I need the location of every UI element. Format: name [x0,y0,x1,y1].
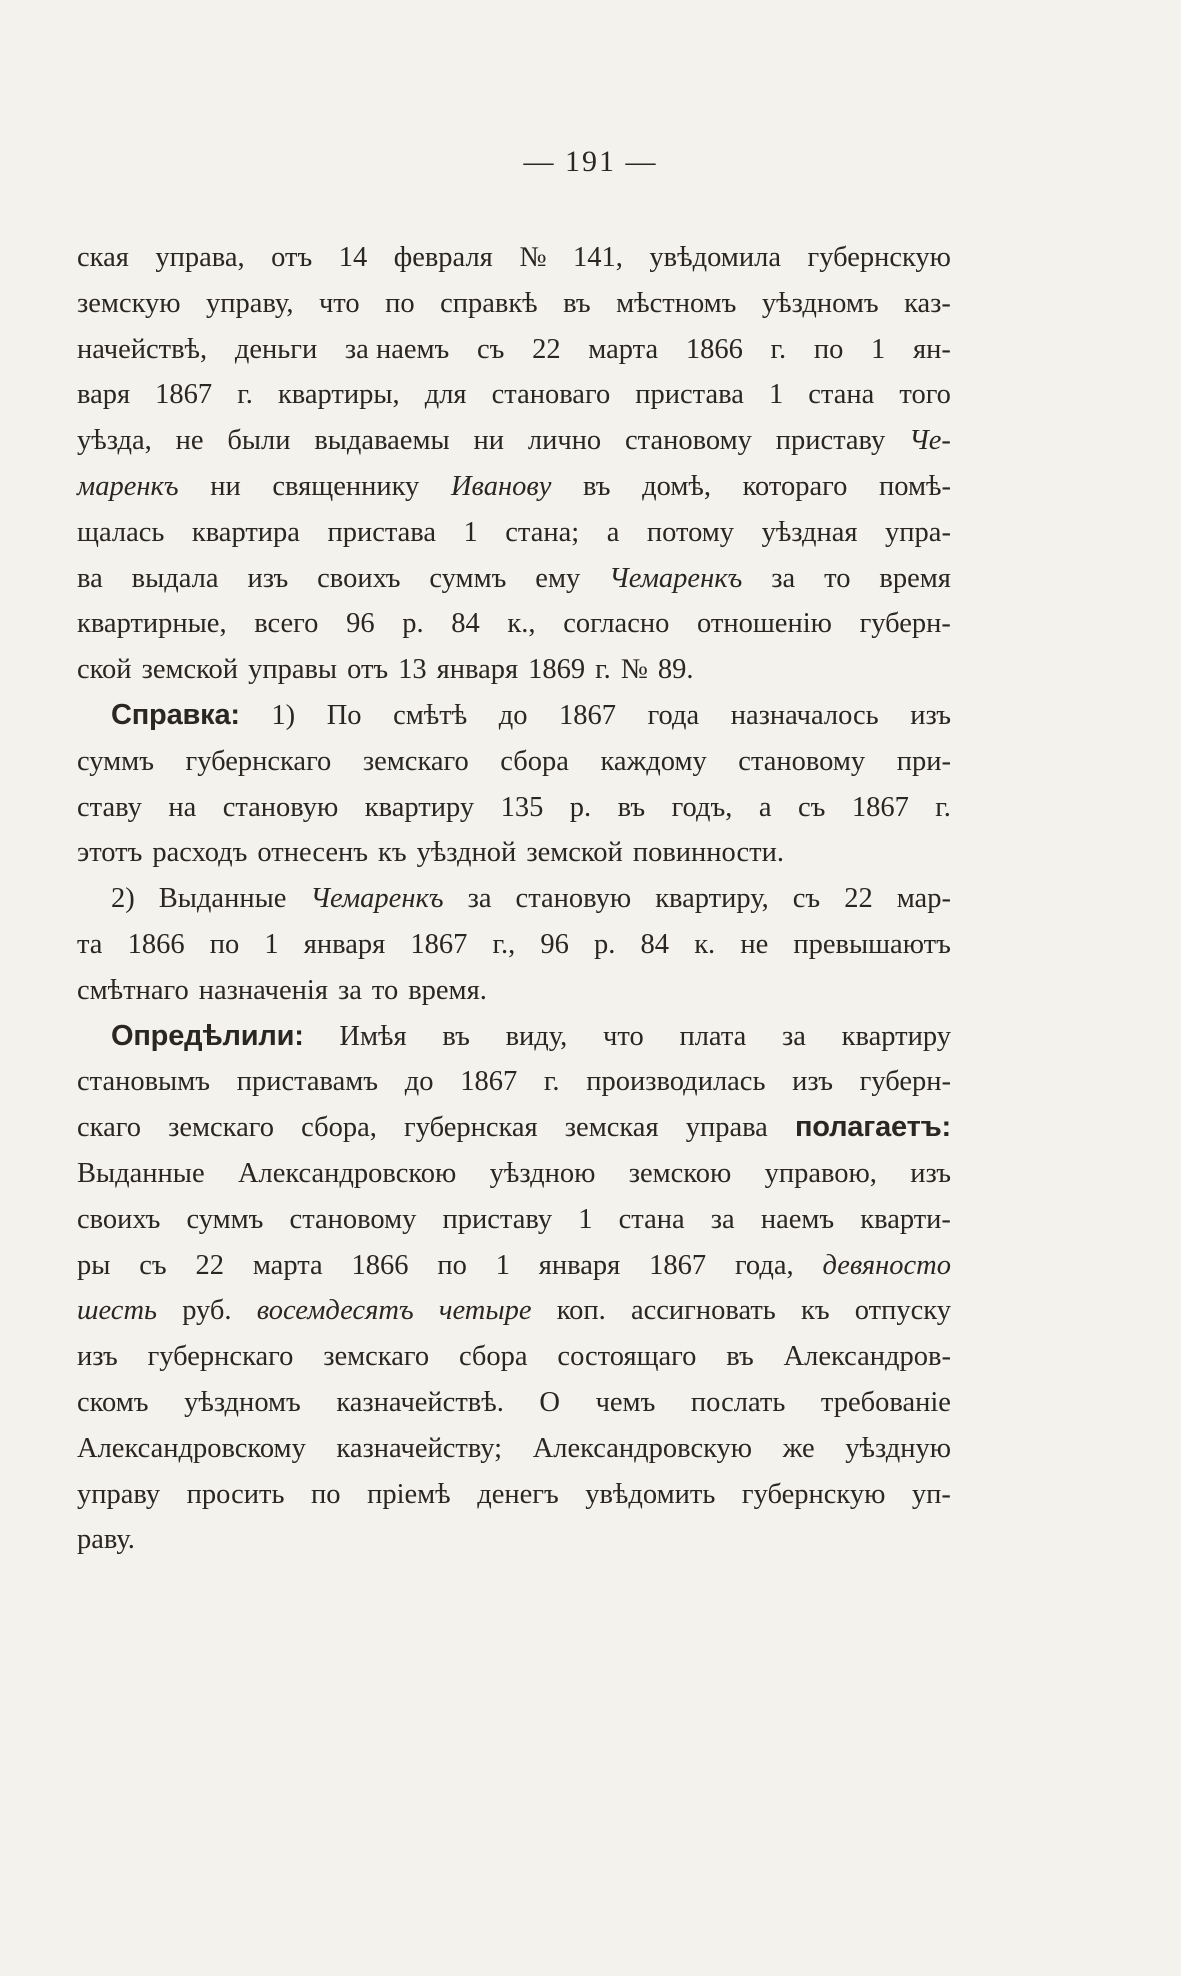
word: увѣдомить [585,1478,716,1510]
word: по [813,333,844,365]
word: р. [594,928,616,960]
word: стана [618,1203,685,1235]
text-line [77,1288,951,1334]
word: 1867 [410,928,468,960]
word: Чемаренкъ [609,562,743,594]
text-line [77,601,951,647]
word: становую [222,791,339,823]
word: котораго [742,470,848,502]
word: г. [543,1066,560,1098]
word: суммъ [77,745,154,777]
word: 1 [768,379,784,411]
word: казначейству; [336,1432,503,1464]
word: Александровскому [77,1432,306,1464]
word: ской [77,654,132,686]
word: № [620,654,648,686]
word: управою, [764,1157,877,1189]
text-line [77,510,951,556]
word: не [175,425,204,457]
word: девяносто [822,1249,951,1281]
word: стана; [505,516,580,548]
word: губерн- [859,1066,951,1098]
body-text [77,235,951,1563]
word: съ [139,1249,167,1281]
word: земской [526,837,623,869]
word: своихъ [77,1203,161,1235]
word: повинности. [632,837,784,869]
word: становымъ [77,1066,210,1098]
word: управа [685,1112,768,1144]
word: квартиры, [277,379,400,411]
word: 1867 [155,379,213,411]
word: уѣздной [416,837,517,869]
word: 96 [540,928,569,960]
word: выдаваемы [314,425,450,457]
word: то [371,974,399,1006]
word: назначенія [198,974,328,1006]
word: губернскаго [185,745,332,777]
word: четыре [438,1295,532,1327]
word: послать [690,1386,786,1418]
word: января [436,654,519,686]
word: чемъ [595,1386,656,1418]
word: начействѣ, [77,333,208,365]
word: расходъ [152,837,248,869]
word: 1 [871,333,886,365]
word: производилась [586,1066,766,1098]
word: губернскаго [147,1341,294,1373]
text-line [77,1014,951,1060]
text-line [77,876,951,922]
word: сбора, [301,1112,377,1144]
word: своихъ [317,562,401,594]
word: за [337,974,362,1006]
word: этотъ [77,837,143,869]
word: губернскую [807,242,951,273]
word: справкѣ [440,287,538,319]
word: по [385,287,415,319]
word: при- [896,745,951,777]
word: смѣтѣ [393,699,468,731]
word: приставамъ [236,1066,379,1098]
word: потому [646,516,735,548]
word: года [647,699,700,731]
word: ставу [77,791,142,823]
word: Выданные [77,1157,205,1189]
word: 1) [271,699,296,731]
word: время [879,562,951,594]
word: маренкъ [77,470,179,502]
word: 22 [195,1249,224,1281]
word: по [311,1478,341,1510]
heading-word: Опредѣлили: [111,1019,304,1052]
word: лично [527,425,602,457]
word: до [498,699,528,731]
text-line [77,1243,951,1289]
word: скаго [77,1112,141,1144]
word: отнесенъ [257,837,368,869]
word: Александров- [783,1341,951,1373]
word: въ [726,1341,754,1373]
word: не [740,928,769,960]
word: января [303,928,386,960]
word: земскаго [362,745,469,777]
word: к. [694,928,716,960]
word: 14 [338,242,368,273]
word: къ [377,837,407,869]
word: становому [289,1203,417,1235]
word: отношенію [697,608,832,640]
word: отпуску [854,1295,951,1327]
word: состоящаго [557,1341,697,1373]
word: Чемаренкъ [310,883,444,915]
word: до [404,1066,434,1098]
word: 1869 [528,654,586,686]
word: съ [797,791,826,823]
word: стана [808,379,875,411]
word: домѣ, [642,470,711,502]
word: 22 [532,333,561,365]
word: помѣ- [878,470,951,502]
word: 1 [578,1203,593,1235]
text-line [77,372,951,418]
text-line [77,693,951,739]
word: въ [442,1020,470,1052]
text-line [77,1197,951,1243]
word: изъ [910,1157,951,1189]
word: квартиру [364,791,475,823]
text-line [77,327,951,373]
word: отъ [347,654,389,686]
word: изъ [247,562,289,594]
word: февраля [393,242,493,273]
word: квартиру, [655,883,769,915]
text-line [77,1059,951,1105]
word: губернская [404,1112,538,1144]
word: кварти- [860,1203,951,1235]
word: квартира [191,516,300,548]
word: съ [476,333,505,365]
text-line [77,464,951,510]
word: Александровскую [532,1432,753,1464]
word: Че- [909,425,951,457]
text-line [77,1334,951,1380]
word: ни [210,470,241,502]
word: управу, [206,287,294,319]
word: каждому [600,745,707,777]
word: то [824,562,851,594]
text-line [77,968,951,1014]
word: губерн- [859,608,951,640]
word: а [606,516,620,548]
word: уѣзда, [77,425,152,457]
page-number: — 191 — [523,145,658,178]
word: восемдесятъ [256,1295,414,1327]
word: О [539,1386,560,1418]
word: р. [402,608,424,640]
word: уѣздная [761,516,858,548]
word: управа, [155,242,245,273]
word: земская [564,1112,659,1144]
word: 84 [451,608,480,640]
word: Выданные [158,883,287,915]
word: марта [588,333,659,365]
word: что [318,287,360,319]
word: г. [237,379,253,411]
text-line [77,830,951,876]
word: ни [473,425,504,457]
word: изъ [792,1066,833,1098]
word: согласно [563,608,670,640]
word: 1867 [649,1249,707,1281]
word: становаго [491,379,611,411]
word: деньги [234,333,318,365]
word: уѣздномъ [761,287,879,319]
word: а [758,791,772,823]
word: 22 [844,883,873,915]
word: увѣдомила [649,242,781,273]
word: мѣстномъ [616,287,737,319]
word: земскаго [168,1112,274,1144]
word: 1867 [460,1066,518,1098]
word: казначействѣ. [336,1386,504,1418]
word: уп- [911,1478,951,1510]
word: По [326,699,362,731]
word: г. [770,333,787,365]
word: мар- [896,883,951,915]
word: ва [77,562,103,594]
word: г. [935,791,951,823]
word: за [782,1020,806,1052]
word: приставу [442,1203,553,1235]
word: коп. [556,1295,606,1327]
word: виду, [505,1020,568,1052]
text-line [77,281,951,327]
word: земскую [77,287,181,319]
word: наемъ [760,1203,835,1235]
word: квартиру [841,1020,951,1052]
word: становому [738,745,866,777]
text-line [77,739,951,785]
word: 13 [398,654,427,686]
word: 84 [640,928,670,960]
word: варя [77,379,131,411]
word: земской [141,654,239,686]
word: 1 [495,1249,510,1281]
word: 1866 [685,333,743,365]
word: р. [569,791,592,823]
text-line [77,922,951,968]
word: ская [77,242,129,273]
word: по [209,928,240,960]
word: за [467,883,492,915]
word: приставу [775,425,886,457]
word: Александровскою [237,1157,457,1189]
word: сбора [500,745,569,777]
word: марта [252,1249,323,1281]
word: всего [254,608,319,640]
word: 1866 [127,928,185,960]
word: уѣздную [845,1432,951,1464]
word: скомъ [77,1386,149,1418]
word: сбора [458,1341,528,1373]
word: 1867 [851,791,909,823]
word: ры [77,1249,111,1281]
word: смѣтнаго [77,974,189,1006]
word: пристава [635,379,744,411]
word: г. [595,654,611,686]
word: становому [625,425,752,457]
word: управы [248,654,338,686]
word: въ [563,287,591,319]
word: за наемъ [344,333,450,365]
word: время. [408,974,487,1006]
word: губернскую [741,1478,886,1510]
word: съ [792,883,821,915]
text-line [77,1105,951,1151]
word: 141, [573,242,623,273]
text-line [77,1380,951,1426]
text-line [77,418,951,464]
word: № [519,242,547,273]
word: Иванову [450,470,552,502]
text-line [77,1426,951,1472]
text-line [77,556,951,602]
heading-word: Справка: [111,698,240,731]
word: ян- [913,333,951,365]
word: назначалось [730,699,879,731]
word: квартирные, [77,608,227,640]
word: денегъ [477,1478,559,1510]
word: годъ, [671,791,733,823]
word: уѣздномъ [184,1386,301,1418]
text-line [77,1151,951,1197]
word: же [782,1432,815,1464]
word: каз- [904,287,951,319]
word: та [77,928,103,960]
word: становую [515,883,632,915]
word: управу [77,1478,161,1510]
word: щалась [77,516,165,548]
word: пріемѣ [367,1478,451,1510]
text-line [77,1517,951,1563]
word: просить [186,1478,285,1510]
word: шесть [77,1295,157,1327]
word: священнику [272,470,420,502]
word: г., [492,928,516,960]
word: за [710,1203,735,1235]
text-line [77,785,951,831]
word: были [227,425,291,457]
word: ассигновать [630,1295,776,1327]
word: 2) [111,883,135,915]
word: въ [583,470,611,502]
word: пристава [327,516,437,548]
word: руб. [182,1295,232,1327]
word: 96 [346,608,375,640]
word: превышаютъ [793,928,951,960]
word: уѣздною [489,1157,596,1189]
word: раву. [77,1524,135,1556]
word: земскою [628,1157,732,1189]
word: по [437,1249,467,1281]
word: 1866 [351,1249,409,1281]
text-line [77,647,951,693]
word: упра- [885,516,951,548]
word: к., [507,608,536,640]
word: суммъ [186,1203,264,1235]
word: изъ [77,1341,118,1373]
heading-word: полагаетъ: [794,1111,951,1144]
word: января [538,1249,621,1281]
word: требованіе [820,1386,951,1418]
word: плата [679,1020,747,1052]
word: что [603,1020,644,1052]
word: 135 [500,791,544,823]
word: года, [734,1249,794,1281]
word: за [771,562,796,594]
word: къ [801,1295,830,1327]
word: Имѣя [339,1020,407,1052]
word: 1 [463,516,478,548]
word: земскаго [323,1341,430,1373]
word: того [899,379,951,411]
word: изъ [910,699,951,731]
text-line [77,1472,951,1518]
word: въ [617,791,646,823]
text-line [77,235,951,281]
word: 1867 [559,699,617,731]
word: ему [535,562,581,594]
word: на [168,791,197,823]
word: 89. [657,654,694,686]
word: для [424,379,467,411]
word: суммъ [429,562,507,594]
word: отъ [271,242,313,273]
word: выдала [131,562,219,594]
word: 1 [264,928,279,960]
